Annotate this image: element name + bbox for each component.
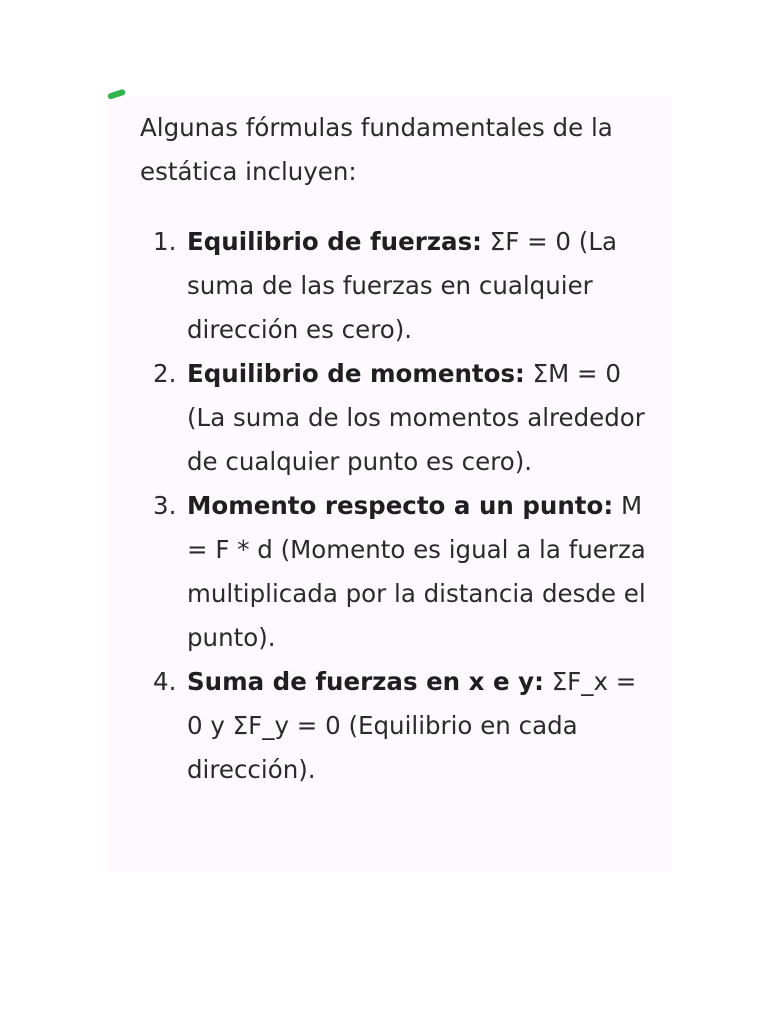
list-item-number: 1. xyxy=(153,227,177,256)
list-item xyxy=(140,352,655,484)
formula-list xyxy=(140,220,655,792)
list-item-text: ΣF_x = 0 y ΣF_y = 0 (Equilibrio en cada dirección). xyxy=(187,667,637,784)
intro-text: Algunas fórmulas fundamentales de la estática incluyen: xyxy=(140,113,613,186)
list-item-term: Momento respecto a un punto: xyxy=(187,491,614,520)
list-item-text: M = F * d (Momento es igual a la fuerza multiplicada por la distancia desde el punto). xyxy=(187,491,646,652)
list-item-term: Equilibrio de fuerzas: xyxy=(187,227,482,256)
list-item xyxy=(140,484,655,660)
list-item-number: 2. xyxy=(153,359,177,388)
list-item-number: 4. xyxy=(153,667,177,696)
message-content xyxy=(140,100,655,792)
list-item-text: ΣF = 0 (La suma de las fuerzas en cualquier dirección es cero). xyxy=(187,227,618,344)
list-item-term: Equilibrio de momentos: xyxy=(187,359,525,388)
list-item-term: Suma de fuerzas en x e y: xyxy=(187,667,544,696)
list-item xyxy=(140,660,655,792)
list-item-text: ΣM = 0 (La suma de los momentos alrededor de cualquier punto es cero). xyxy=(187,359,645,476)
list-item-number: 3. xyxy=(153,491,177,520)
list-item xyxy=(140,220,655,352)
